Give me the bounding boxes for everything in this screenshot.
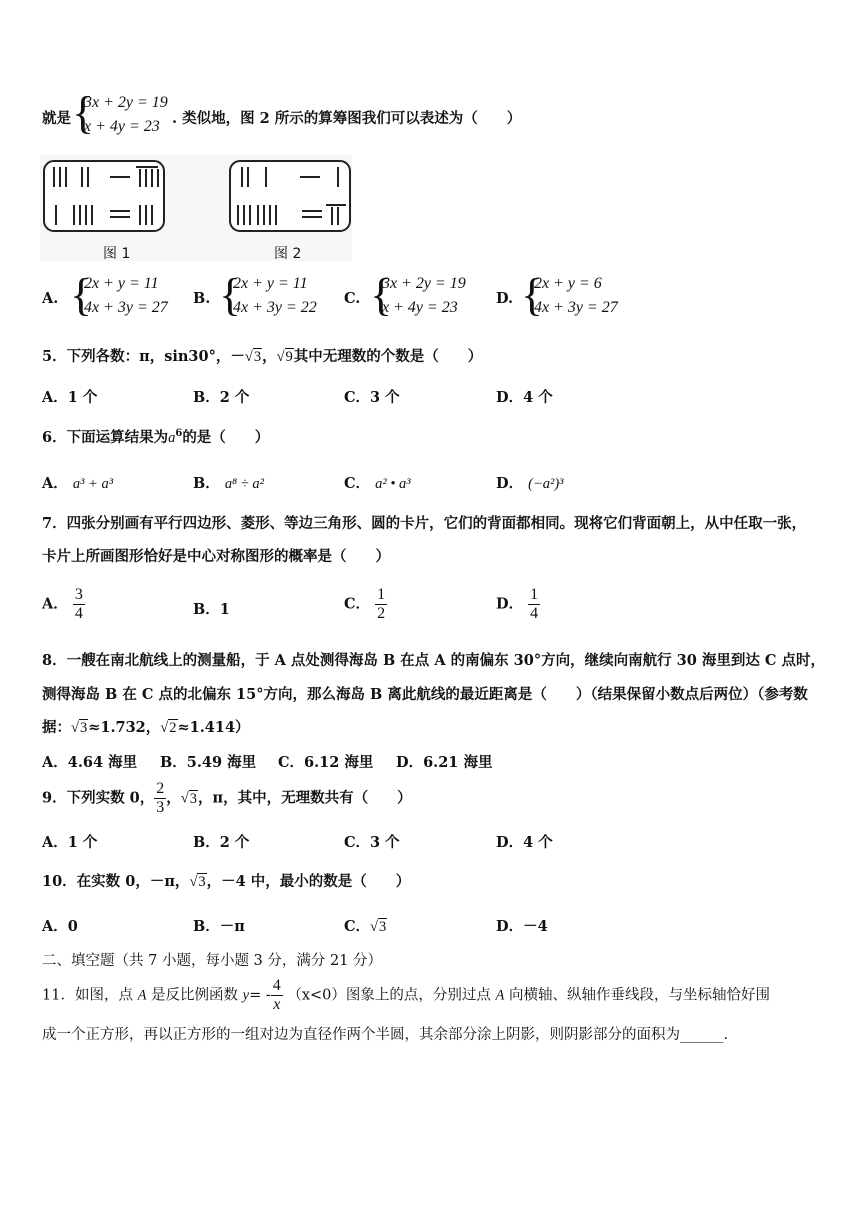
q6-option-b-text: a⁸ ÷ a² xyxy=(224,476,264,492)
q10-option-a xyxy=(42,915,78,936)
q6-option-b xyxy=(193,472,264,493)
q6-stem-a: 6．下面运算结果为 xyxy=(42,429,169,446)
q11-a: 11．如图，点 xyxy=(42,987,133,1004)
q11-line2: 成一个正方形，再以正方形的一组对边为直径作两个半圆，其余部分涂上阴影，则阴影部分的面积为______. xyxy=(42,1027,729,1043)
q11-var-a: A xyxy=(137,987,147,1004)
q5-rad1: 3 xyxy=(253,349,262,365)
q5-sqrt-9: √9 xyxy=(276,349,293,365)
q6-stem-b: 的是（ ） xyxy=(182,429,270,446)
q6-option-a-label: A． xyxy=(42,475,68,492)
q4-option-d-system xyxy=(534,272,618,320)
q10-option-d xyxy=(496,915,548,936)
q5-stem-a: 5．下列各数：π，sin30°，－ xyxy=(42,348,245,365)
q5-option-a-text: 1 个 xyxy=(67,389,98,406)
q9-sep: ， xyxy=(166,789,181,807)
q8-option-a-label: A． xyxy=(42,754,68,771)
q5-option-c-text: 3 个 xyxy=(370,389,400,406)
q9-option-b xyxy=(193,831,249,852)
intro-text: . 类似地，图 2 所示的算筹图我们可以表述为（ ） xyxy=(172,110,522,127)
q5-option-d xyxy=(496,386,553,407)
q8-option-c xyxy=(278,751,373,772)
q10-rad: 3 xyxy=(198,874,206,890)
q4-option-c-system xyxy=(382,272,466,320)
q4-option-c-label: C. xyxy=(344,290,361,307)
q6-option-c-text: a² • a³ xyxy=(375,476,411,492)
q9-frac xyxy=(154,780,166,817)
q7-option-a-den: 4 xyxy=(74,605,83,622)
q11-frac xyxy=(271,977,283,1014)
q6-stem xyxy=(42,426,269,447)
q7-line2: 卡片上所画图形恰好是中心对称图形的概率是（ ） xyxy=(42,548,390,565)
q7-option-d-num: 1 xyxy=(530,586,539,603)
q9-option-b-label: B． xyxy=(193,834,220,851)
q10-option-b-label: B． xyxy=(193,918,220,935)
q6-option-c-label: C． xyxy=(344,475,371,492)
q8-option-c-text: 6.12 海里 xyxy=(304,754,374,771)
q5-option-d-label: D． xyxy=(496,389,524,406)
q4-option-a-brace: { xyxy=(70,269,93,320)
intro-brace: { xyxy=(72,87,95,138)
q8-r3: 3 xyxy=(79,720,88,736)
q8-sqrt-3: √3 xyxy=(71,720,88,736)
q7-line1: 7．四张分别画有平行四边形、菱形、等边三角形、圆的卡片，它们的背面都相同。现将它们背面朝上，从中任取一张， xyxy=(42,515,807,532)
q8-option-a-text: 4.64 海里 xyxy=(67,754,138,771)
q7-option-a-frac xyxy=(73,586,85,623)
q9-option-a xyxy=(42,831,97,852)
q9-stem xyxy=(42,780,412,817)
q9-option-d-text: 4 个 xyxy=(523,834,553,851)
q7-option-d-label: D． xyxy=(496,595,524,613)
q8-line3-a: 据： xyxy=(42,719,71,736)
q8-option-d xyxy=(396,751,492,772)
q8-sqrt-2: √2 xyxy=(160,720,177,736)
q9-option-a-label: A． xyxy=(42,834,68,851)
q4-option-c-brace: { xyxy=(370,269,393,320)
q10-sqrt: √3 xyxy=(189,874,206,890)
q6-exp: 6 xyxy=(175,428,183,440)
q4-option-b-line1: 2x + y = 11 xyxy=(233,275,308,292)
q7-option-c-num: 1 xyxy=(377,586,386,603)
q4-option-d-brace: { xyxy=(521,269,544,320)
q5-sep: ， xyxy=(262,348,277,365)
q5-sqrt-3: √3 xyxy=(244,349,262,365)
q4-option-a-line1: 2x + y = 11 xyxy=(84,275,159,292)
q10-option-b xyxy=(193,915,245,936)
q10-option-c-label: C． xyxy=(344,918,371,935)
q7-option-a xyxy=(42,586,85,623)
q8-line3-c: ≈1.414） xyxy=(177,719,250,736)
q8-line3-b: ≈1.732， xyxy=(88,719,161,736)
q5-option-c xyxy=(344,386,400,407)
q4-option-d-line1: 2x + y = 6 xyxy=(534,275,602,292)
counting-rods-figures xyxy=(40,155,360,265)
q5-option-b-text: 2 个 xyxy=(219,389,250,406)
q10-option-a-text: 0 xyxy=(67,918,78,935)
q11-var-a2: A xyxy=(495,987,505,1004)
section-2-heading: 二、填空题（共 7 小题，每小题 3 分，满分 21 分） xyxy=(42,953,383,969)
q5-rad2: 9 xyxy=(285,349,293,365)
q9-option-d xyxy=(496,831,553,852)
q4-option-d-line2: 4x + 3y = 27 xyxy=(534,299,618,316)
q8-option-d-text: 6.21 海里 xyxy=(423,754,493,771)
q11-num: 4 xyxy=(272,977,281,994)
q5-option-b-label: B． xyxy=(193,389,220,406)
q7-option-b-label: B． xyxy=(193,601,220,618)
q4-option-b-system xyxy=(233,272,317,320)
q8-option-b-text: 5.49 海里 xyxy=(186,754,257,771)
q6-option-d-text: (−a²)³ xyxy=(528,476,564,492)
q4-option-c-line1: 3x + 2y = 19 xyxy=(382,275,466,292)
intro-system xyxy=(84,91,168,139)
q8-line3 xyxy=(42,716,250,737)
q7-option-c-label: C． xyxy=(344,595,371,613)
q9-option-b-text: 2 个 xyxy=(219,834,250,851)
q8-r2: 2 xyxy=(169,720,177,736)
q5-option-a xyxy=(42,386,97,407)
q8-option-d-label: D． xyxy=(396,754,424,771)
q6-option-b-label: B． xyxy=(193,475,220,492)
q5-stem-b: 其中无理数的个数是（ ） xyxy=(293,348,483,365)
q9-option-c xyxy=(344,831,400,852)
q11-eq: = - xyxy=(249,987,271,1004)
q9-option-c-label: C． xyxy=(344,834,371,851)
q9-option-d-label: D． xyxy=(496,834,524,851)
figure-1-caption: 图 1 xyxy=(103,246,131,262)
q9-stem-a: 9．下列实数 0， xyxy=(42,789,155,807)
q10-option-a-label: A． xyxy=(42,918,68,935)
q7-option-b-text: 1 xyxy=(219,601,230,618)
q4-option-b-line2: 4x + 3y = 22 xyxy=(233,299,317,316)
q7-option-d-frac xyxy=(528,586,540,623)
q9-num: 2 xyxy=(156,780,165,797)
q10-stem-b: ，－4 中，最小的数是（ ） xyxy=(206,873,411,890)
q9-den: 3 xyxy=(156,799,165,816)
q4-option-a-line2: 4x + 3y = 27 xyxy=(84,299,168,316)
q7-option-a-num: 3 xyxy=(74,586,83,603)
q10-stem-a: 10．在实数 0，－π， xyxy=(42,873,190,890)
q7-option-c xyxy=(344,586,387,623)
q9-stem-b: ，π，其中，无理数共有（ ） xyxy=(197,789,412,807)
q6-option-c xyxy=(344,472,411,493)
q10-option-d-label: D． xyxy=(496,918,524,935)
figure-1 xyxy=(44,161,164,231)
intro-system-line2: x + 4y = 23 xyxy=(84,118,160,135)
q4-option-a-system xyxy=(84,272,168,320)
q6-base: a xyxy=(168,430,176,446)
q7-option-b xyxy=(193,598,230,619)
q8-line1: 8．一艘在南北航线上的测量船，于 A 点处测得海岛 B 在点 A 的南偏东 30°方向，继续向南航行 30 海里到达 C 点时， xyxy=(42,652,826,669)
q6-option-a-text: a³ + a³ xyxy=(72,476,114,492)
q11-line1 xyxy=(42,977,770,1014)
q10-option-b-text: －π xyxy=(219,918,245,935)
q6-option-d-label: D． xyxy=(496,475,524,492)
figure-2-caption: 图 2 xyxy=(274,246,302,262)
q8-option-b-label: B． xyxy=(160,754,187,771)
q9-sqrt: √3 xyxy=(180,790,197,807)
q7-option-d xyxy=(496,586,540,623)
q11-b: 是反比例函数 xyxy=(151,987,239,1004)
q10-option-c-rad: 3 xyxy=(379,919,387,935)
q11-y: y xyxy=(242,987,250,1004)
q7-option-d-den: 4 xyxy=(530,605,539,622)
q7-option-a-label: A． xyxy=(42,595,68,613)
q7-option-c-den: 2 xyxy=(377,605,386,622)
q10-option-d-text: －4 xyxy=(523,918,548,935)
q9-option-c-text: 3 个 xyxy=(370,834,400,851)
q11-den: x xyxy=(273,996,281,1013)
q10-option-c xyxy=(344,915,387,936)
q8-line2: 测得海岛 B 在 C 点的北偏东 15°方向，那么海岛 B 离此航线的最近距离是（ ）（结果保留小数点后两位）（参考数 xyxy=(42,686,808,703)
q5-option-a-label: A． xyxy=(42,389,68,406)
q4-option-b-brace: { xyxy=(219,269,242,320)
q4-option-d-label: D. xyxy=(496,290,514,307)
intro-lead: 就是 xyxy=(42,110,71,127)
q6-option-a xyxy=(42,472,113,493)
q5-stem xyxy=(42,345,482,366)
q4-option-a-label: A. xyxy=(42,290,59,307)
q8-option-b xyxy=(160,751,256,772)
q5-option-b xyxy=(193,386,249,407)
q5-option-d-text: 4 个 xyxy=(523,389,553,406)
q4-option-c-line2: x + 4y = 23 xyxy=(382,299,458,316)
q11-cond: （x<0） xyxy=(287,987,346,1004)
q10-option-c-sqrt: √3 xyxy=(370,919,387,935)
q9-option-a-text: 1 个 xyxy=(67,834,98,851)
q8-option-c-label: C． xyxy=(278,754,305,771)
q8-option-a xyxy=(42,751,137,772)
q5-option-c-label: C． xyxy=(344,389,371,406)
q9-rad: 3 xyxy=(189,790,197,807)
q11-c: 图象上的点，分别过点 xyxy=(345,987,491,1004)
q4-option-b-label: B. xyxy=(193,290,211,307)
figure-2 xyxy=(230,161,350,231)
q7-option-c-frac xyxy=(375,586,387,623)
q10-stem xyxy=(42,870,410,891)
intro-system-line1: 3x + 2y = 19 xyxy=(84,94,168,111)
q6-option-d xyxy=(496,472,564,493)
q11-d: 向横轴、纵轴作垂线段，与坐标轴恰好围 xyxy=(509,987,770,1004)
